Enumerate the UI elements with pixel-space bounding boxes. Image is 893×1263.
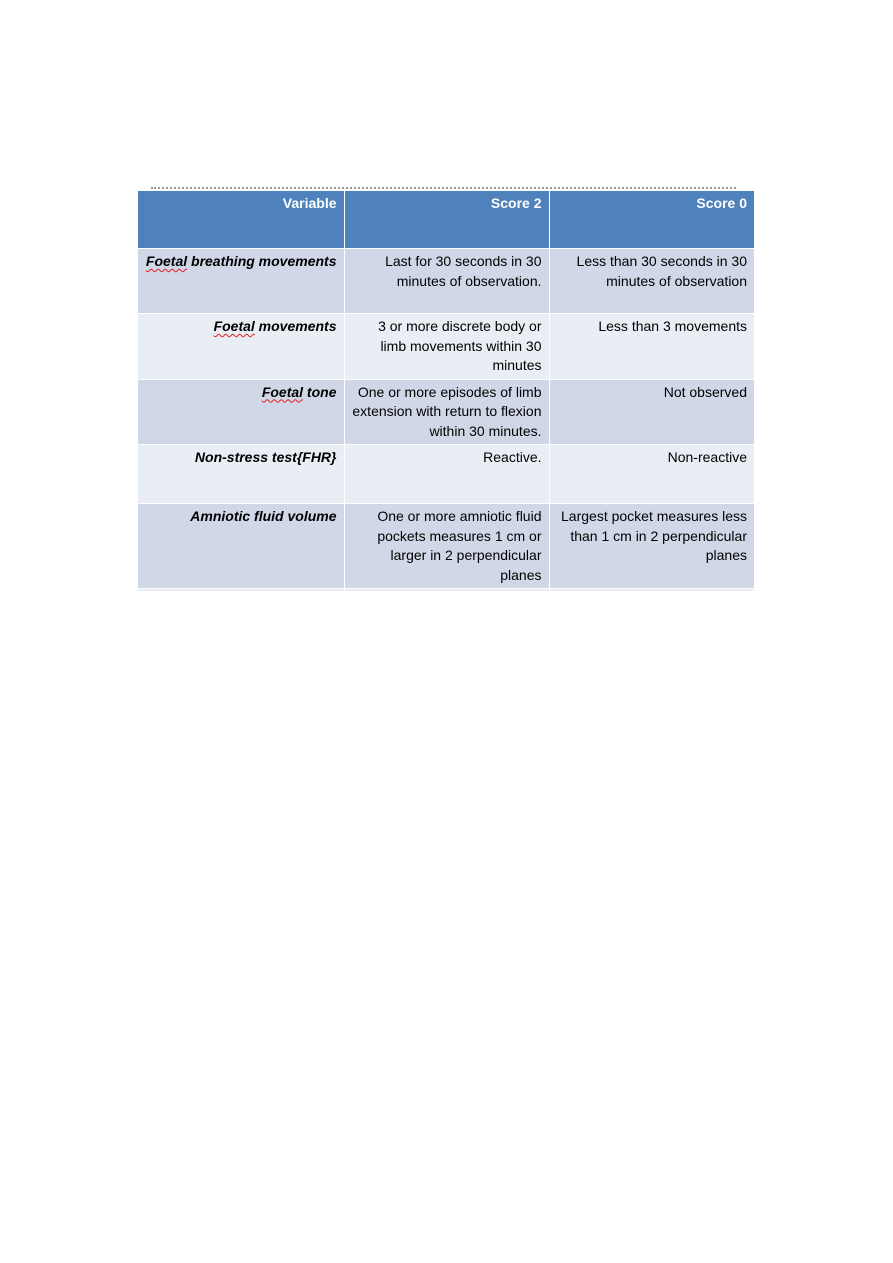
score-0-cell: Non-reactive (549, 445, 754, 504)
score-2-cell: 3 or more discrete body or limb movements within 30 minutes (344, 314, 549, 380)
biophysical-profile-table (138, 191, 754, 592)
empty-cell (138, 589, 344, 592)
score-0-cell: Less than 3 movements (549, 314, 754, 380)
variable-cell (138, 379, 344, 445)
score-2-cell: Last for 30 seconds in 30 minutes of observation. (344, 249, 549, 314)
variable-cell (138, 504, 344, 589)
table-row (138, 504, 754, 589)
score-0-cell: Less than 30 seconds in 30 minutes of observation (549, 249, 754, 314)
header-score-0: Score 0 (549, 191, 754, 249)
spellcheck-word: Foetal (213, 318, 255, 334)
variable-text: Non-stress test{FHR} (194, 449, 337, 465)
empty-cell (549, 589, 754, 592)
table-row (138, 314, 754, 380)
variable-text: breathing movements (187, 253, 337, 269)
table-row-empty (138, 589, 754, 592)
variable-text: tone (303, 383, 337, 400)
variable-text: movements (254, 318, 337, 334)
variable-cell (138, 445, 344, 504)
score-0-cell: Not observed (549, 379, 754, 445)
table-row (138, 249, 754, 314)
header-row (138, 191, 754, 249)
score-2-cell: One or more episodes of limb extension with return to flexion within 30 minutes. (344, 379, 549, 445)
dotted-separator (151, 187, 736, 189)
spellcheck-word: Foetal (145, 253, 188, 269)
variable-text: Amniotic fluid volume (190, 508, 337, 524)
empty-cell (344, 589, 549, 592)
table-row (138, 445, 754, 504)
variable-cell (138, 314, 344, 380)
variable-cell (138, 249, 344, 314)
spellcheck-word: Foetal (261, 383, 304, 400)
table-row (138, 379, 754, 445)
score-2-cell: Reactive. (344, 445, 549, 504)
header-variable: Variable (138, 191, 344, 249)
score-2-cell: One or more amniotic fluid pockets measures 1 cm or larger in 2 perpendicular planes (344, 504, 549, 589)
score-0-cell: Largest pocket measures less than 1 cm in 2 perpendicular planes (549, 504, 754, 589)
header-score-2: Score 2 (344, 191, 549, 249)
